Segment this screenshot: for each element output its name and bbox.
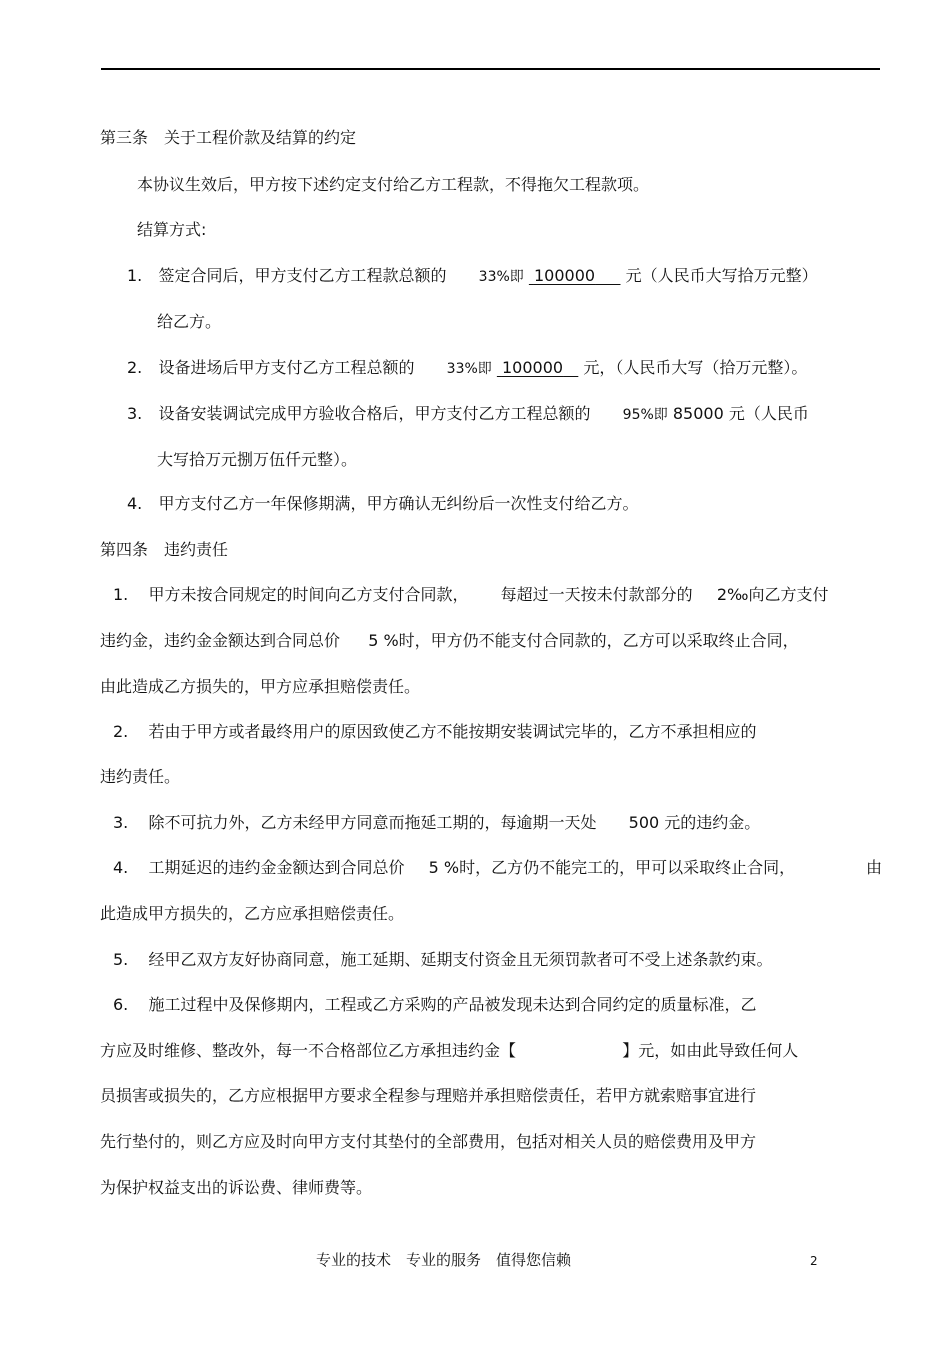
page-number: 2 <box>810 1254 818 1268</box>
breach-item-4-trailing: 由 <box>866 858 883 877</box>
payment-percent: 33%即 <box>446 361 492 377</box>
item-text: 经甲乙双方友好协商同意，施工延期、延期支付资金且无须罚款者可不受上述条款约束。 <box>148 950 773 969</box>
item-number: 5. <box>113 950 129 969</box>
breach-item-5 <box>113 950 772 970</box>
payment-item-2 <box>127 358 807 379</box>
breach-item-2-line-2: 违约责任。 <box>100 767 181 786</box>
payment-item-1 <box>127 266 818 287</box>
item-text: 除不可抗力外，乙方未经甲方同意而拖延工期的，每逾期一天处 <box>148 813 597 832</box>
item-text-cont: 元（人民币 <box>728 404 809 423</box>
payment-item-4 <box>127 494 638 514</box>
article3-intro: 本协议生效后，甲方按下述约定支付给乙方工程款，不得拖欠工程款项。 <box>137 175 650 194</box>
breach-item-3 <box>113 813 760 833</box>
header-rule <box>101 68 880 70</box>
item-text: 每超过一天按未付款部分的 <box>500 585 693 604</box>
item-number: 4. <box>127 494 143 513</box>
breach-item-1 <box>113 585 829 605</box>
payment-item-3-continuation: 大写拾万元捌万伍仟元整）。 <box>157 450 358 469</box>
item-number: 2. <box>113 722 129 741</box>
item-text: 甲方未按合同规定的时间向乙方支付合同款， <box>148 585 469 604</box>
breach-item-6-line-3: 员损害或损失的，乙方应根据甲方要求全程参与理赔并承担赔偿责任，若甲方就索赔事宜进行 <box>100 1086 757 1105</box>
breach-item-1-line-3: 由此造成乙方损失的，甲方应承担赔偿责任。 <box>100 677 421 696</box>
payment-amount: 100000 <box>501 358 564 377</box>
item-text: 5 %时，乙方仍不能完工的，甲可以采取终止合同， <box>428 858 796 877</box>
item-text: 若由于甲方或者最终用户的原因致使乙方不能按期安装调试完毕的，乙方不承担相应的 <box>148 722 757 741</box>
breach-item-2 <box>113 722 756 742</box>
item-text: 设备安装调试完成甲方验收合格后，甲方支付乙方工程总额的 <box>158 404 591 423</box>
breach-item-6-line-4: 先行垫付的，则乙方应及时向甲方支付其垫付的全部费用，包括对相关人员的赔偿费用及甲方 <box>100 1132 757 1151</box>
breach-item-6 <box>113 995 756 1015</box>
payment-amount: 100000 <box>533 266 596 285</box>
item-number: 3. <box>127 404 143 423</box>
breach-item-6-line-2: 方应及时维修、整改外，每一不合格部位乙方承担违约金【 】元，如由此导致任何人 <box>100 1041 799 1060</box>
item-text: 2‰向乙方支付 <box>716 585 829 604</box>
item-number: 6. <box>113 995 129 1014</box>
item-text: 施工过程中及保修期内，工程或乙方采购的产品被发现未达到合同约定的质量标准，乙 <box>148 995 757 1014</box>
item-text: 甲方支付乙方一年保修期满，甲方确认无纠纷后一次性支付给乙方。 <box>158 494 639 513</box>
breach-item-4-line-2: 此造成甲方损失的，乙方应承担赔偿责任。 <box>100 904 405 923</box>
item-text: 500 元的违约金。 <box>628 813 761 832</box>
item-number: 4. <box>113 858 129 877</box>
footer-slogan: 专业的技术 专业的服务 值得您信赖 <box>316 1251 572 1269</box>
item-number: 3. <box>113 813 129 832</box>
payment-amount: 85000 <box>672 404 724 423</box>
item-text: 签定合同后，甲方支付乙方工程款总额的 <box>158 266 447 285</box>
item-number: 2. <box>127 358 143 377</box>
payment-percent: 33%即 <box>478 269 524 285</box>
item-text-cont: 元（人民币大写拾万元整） <box>625 266 818 285</box>
breach-item-4 <box>113 858 795 878</box>
item-number: 1. <box>113 585 129 604</box>
payment-item-3 <box>127 404 809 425</box>
item-text: 工期延迟的违约金金额达到合同总价 <box>148 858 405 877</box>
item-text: 设备进场后甲方支付乙方工程总额的 <box>158 358 415 377</box>
breach-item-6-line-5: 为保护权益支出的诉讼费、律师费等。 <box>100 1178 373 1197</box>
item-text-cont: 元，（人民币大写（拾万元整）。 <box>583 358 808 377</box>
payment-percent: 95%即 <box>622 407 668 423</box>
breach-item-1-line-2: 违约金，违约金金额达到合同总价 5 %时，甲方仍不能支付合同款的，乙方可以采取终止合同， <box>100 631 799 650</box>
payment-item-1-continuation: 给乙方。 <box>157 312 222 331</box>
item-number: 1. <box>127 266 143 285</box>
settlement-method-label: 结算方式: <box>137 220 207 239</box>
article4-title: 第四条 违约责任 <box>100 540 229 559</box>
article3-title: 第三条 关于工程价款及结算的约定 <box>100 128 357 147</box>
